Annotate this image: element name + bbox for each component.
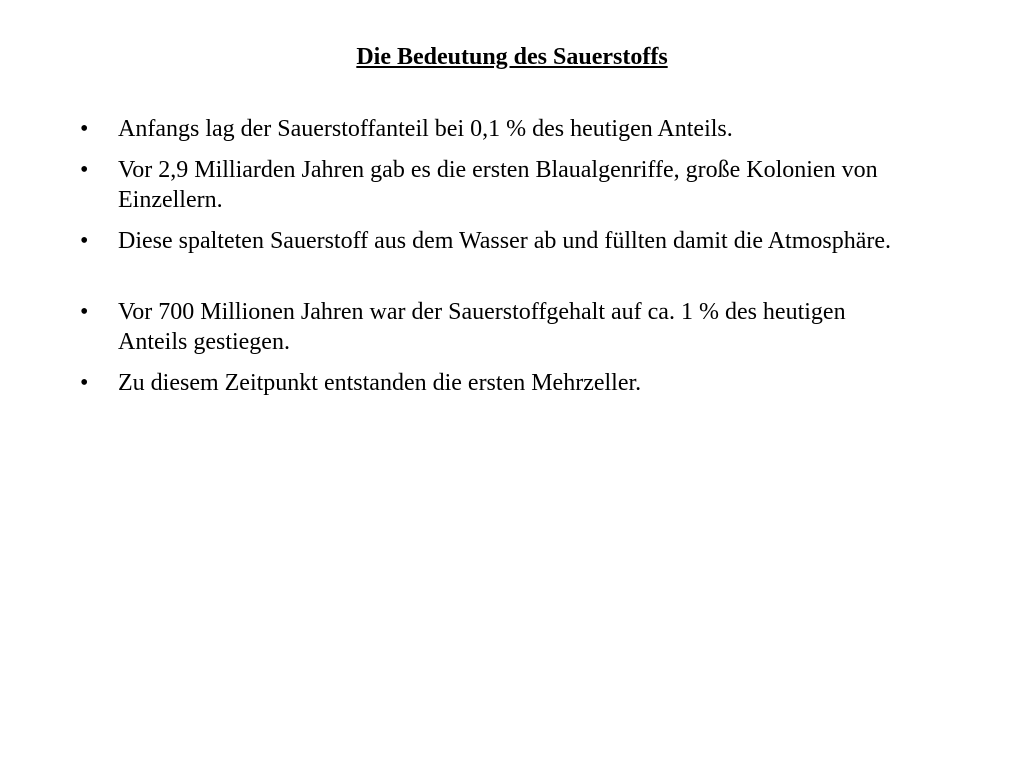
bullet-item (80, 368, 900, 398)
bullet-dot-icon: • (80, 116, 89, 142)
bullet-text: Diese spalteten Sauerstoff aus dem Wasser ab und füllten damit die Atmosphäre. (118, 228, 891, 254)
slide-title: Die Bedeutung des Sauerstoffs (356, 44, 668, 70)
bullet-text: Zu diesem Zeitpunkt entstanden die ersten Mehrzeller. (118, 370, 642, 396)
bullet-text: Vor 2,9 Milliarden Jahren gab es die ersten Blaualgenriffe, große Kolonien von Einzellern. (118, 157, 878, 213)
bullet-item (80, 114, 900, 144)
bullet-dot-icon: • (80, 157, 89, 183)
bullet-item (80, 297, 900, 357)
bullet-dot-icon: • (80, 299, 89, 325)
bullet-list (80, 114, 900, 409)
bullet-text: Anfangs lag der Sauerstoffanteil bei 0,1 % des heutigen Anteils. (118, 116, 733, 142)
bullet-dot-icon: • (80, 228, 89, 254)
bullet-item (80, 226, 900, 256)
bullet-text: Vor 700 Millionen Jahren war der Sauerstoffgehalt auf ca. 1 % des heutigen Anteils gestiegen. (118, 299, 846, 355)
bullet-item (80, 155, 900, 215)
bullet-dot-icon: • (80, 370, 89, 396)
